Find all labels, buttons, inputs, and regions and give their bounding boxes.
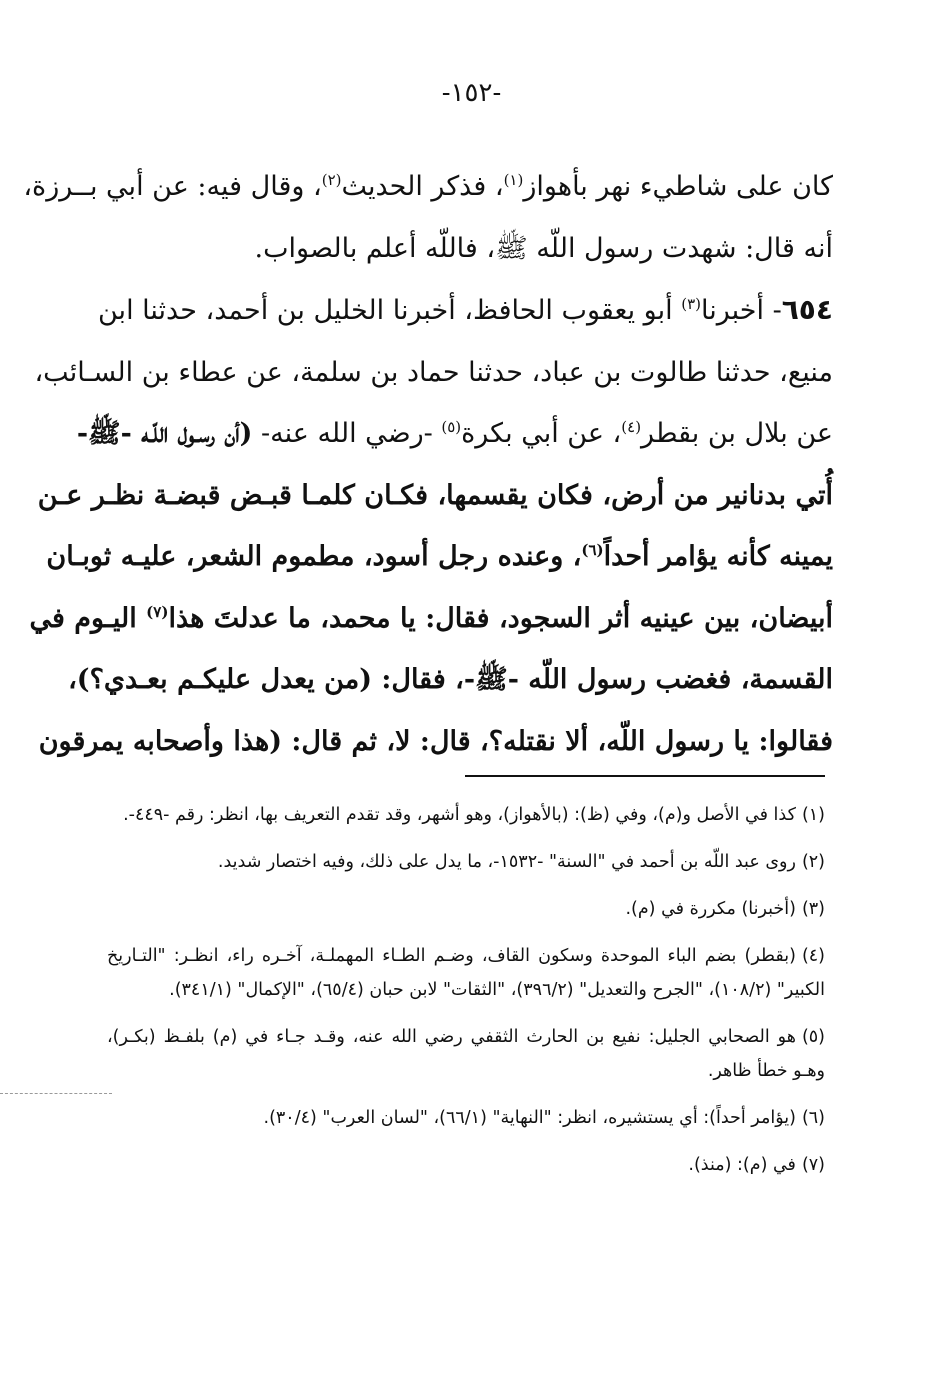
footnote-text: روى عبد اللّه بن أحمد في "السنة" -١٥٣٢-، ما يدل على ذلك، وفيه اختصار شديد. — [217, 852, 796, 872]
page-number: -١٥٢- — [441, 78, 502, 108]
footnote-text: (يؤامر أحداً): أي يستشيره، انظر: "النهاية" (٦٦/١)، "لسان العرب" (٣٠/٤). — [263, 1108, 796, 1128]
main-text — [23, 156, 833, 772]
footnote — [107, 892, 825, 926]
footnotes — [107, 798, 825, 1195]
text-segment: أبو يعقوب الحافظ، أخبرنا الخليل بن أحمد، حدثنا ابن — [98, 295, 682, 326]
text-line-4: منيع، حدثنا طالوت بن عباد، حدثنا حماد بن سلمة، عن عطاء بن السـائب، — [34, 356, 833, 388]
footnote — [107, 845, 825, 879]
hadith-number: ٦٥٤ — [781, 293, 833, 326]
text-segment: ، عن أبي بكرة — [461, 418, 622, 449]
footnote-marker-7: (٧) — [146, 602, 169, 621]
text-segment: ، فذكر الحديث — [341, 171, 504, 202]
footnote-marker-2: (٢) — [321, 171, 342, 189]
text-line-10: فقالوا: يا رسول اللّه، ألا نقتله؟، قال: لا، ثم قال: (هذا وأصحابه يمرقون — [38, 725, 833, 757]
footnote-marker-5: (٥) — [441, 418, 462, 436]
text-line-1 — [23, 156, 833, 218]
footnote — [107, 1148, 825, 1182]
footnote-text: هو الصحابي الجليل: نفيع بن الحارث الثقفي رضي الله عنه، وقـد جـاء في (م) بلفـظ (بكـر)، وهـو خطأ ظاهر. — [107, 1027, 825, 1081]
text-line-7 — [46, 526, 833, 588]
footnote-marker-6: (٦) — [581, 541, 604, 559]
footnote-marker-3: (٣) — [681, 295, 702, 313]
footnote-text: في (م): (منذ). — [688, 1155, 796, 1175]
text-line-8 — [29, 588, 833, 650]
footnote-label: (١) — [801, 805, 825, 825]
text-segment: كان على شاطيء نهر بأهواز — [523, 171, 833, 202]
text-line-9: القسمة، فغضب رسول اللّه -ﷺ-، فقال: (من يعدل عليكـم بعـدي؟)، — [68, 664, 833, 695]
footnote-text: (بقطر) بضم الباء الموحدة وسكون القاف، وضـم الطـاء المهملـة، آخـره راء، انظـر: "التـاريخ الكبير" (١٠٨/٢)، "الجرح والتعديل" (٣٩٦/٢)، "الثقات" لابن حبان (٦٥/٤)، "الإكمال" (٣٤١/١). — [107, 946, 825, 1000]
text-segment: عن بلال بن بقطر — [641, 418, 833, 449]
text-segment: ، وعنده رجل أسود، مطموم الشعر، عليـه ثوبـان — [46, 541, 582, 572]
footnote-label: (٤) — [801, 946, 825, 966]
footnote-marker-1: (١) — [503, 171, 524, 189]
footnote-marker-4: (٤) — [621, 418, 642, 436]
footnote-label: (٣) — [801, 899, 825, 919]
footnote-label: (٧) — [801, 1155, 825, 1175]
text-line-5 — [76, 403, 833, 465]
footnote — [107, 939, 825, 1007]
text-line-2: أنه قال: شهدت رسول اللّه ﷺ، فاللّه أعلم بالصواب. — [254, 232, 833, 264]
footnote-text: (أخبرنا) مكررة في (م). — [625, 899, 796, 919]
text-line-3 — [98, 279, 833, 342]
footnote-label: (٦) — [801, 1108, 825, 1128]
footnote-text: كذا في الأصل و(م)، وفي (ظ): (بالأهواز)، وهو أشهر، وقد تقدم التعريف بها، انظر: رقم -٤٤٩-. — [123, 805, 796, 825]
text-segment: - أخبرنا — [701, 295, 782, 326]
text-segment: ، وقال فيه: عن أبي بــرزة، — [23, 171, 322, 202]
footnote-label: (٥) — [801, 1027, 825, 1047]
footnote-label: (٢) — [801, 852, 825, 872]
footnote — [107, 1101, 825, 1135]
footnote — [107, 1020, 825, 1088]
footnote-divider — [465, 775, 825, 777]
text-segment: -رضي الله عنه- — [252, 418, 442, 449]
text-segment: يمينه كأنه يؤامر أحداً — [603, 541, 833, 572]
text-segment: اليـوم في — [29, 602, 147, 634]
footnote — [107, 798, 825, 832]
scan-artifact-line — [0, 1093, 112, 1094]
text-line-6: أُتي بدنانير من أرض، فكان يقسمها، فكـان كلمـا قبـض قبضـة نظـر عـن — [37, 479, 833, 511]
text-segment: أبيضان، بين عينيه أثر السجود، فقال: يا محمد، ما عدلتَ هذا — [168, 602, 833, 634]
text-segment-bold: (أن رسـول اللّـه -ﷺ- — [76, 418, 253, 449]
